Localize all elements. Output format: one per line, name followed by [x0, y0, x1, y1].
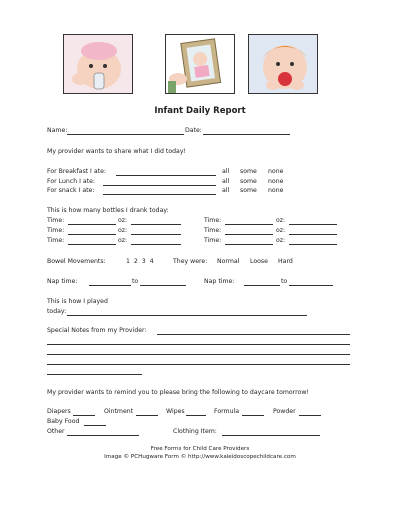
notes-line[interactable] — [47, 364, 350, 365]
bottle-time-label: Time: — [204, 237, 222, 244]
lunch-label: For Lunch I ate: — [47, 178, 96, 185]
ointment-label: Ointment — [104, 408, 134, 415]
bottle-oz-label: oz: — [118, 227, 128, 234]
footer-line1: Free Forms for Child Care Providers — [150, 446, 250, 452]
lunch-some[interactable]: some — [240, 178, 257, 185]
breakfast-some[interactable]: some — [240, 168, 257, 175]
nap-start-field[interactable] — [244, 285, 280, 286]
formula-label: Formula — [214, 408, 240, 415]
breakfast-none[interactable]: none — [268, 168, 284, 175]
breakfast-label: For Breakfast I ate: — [47, 168, 106, 175]
diapers-field[interactable] — [73, 415, 95, 416]
date-field[interactable] — [203, 134, 290, 135]
clothing-field[interactable] — [222, 435, 320, 436]
played-text: This is how I played — [47, 298, 108, 305]
bottle-oz-label: oz: — [276, 217, 286, 224]
baby-eating-image — [248, 34, 318, 94]
powder-field[interactable] — [299, 415, 321, 416]
nap-label: Nap time: — [204, 278, 235, 285]
bottle-time-field[interactable] — [68, 244, 116, 245]
nap-end-field[interactable] — [140, 285, 186, 286]
bottle-oz-label: oz: — [118, 217, 128, 224]
snack-label: For snack I ate: — [47, 187, 95, 194]
nap-to-label: to — [281, 278, 288, 285]
nap-start-field[interactable] — [89, 285, 131, 286]
baby-bottle-image — [63, 34, 133, 94]
bottle-oz-label: oz: — [276, 237, 286, 244]
bottle-oz-field[interactable] — [131, 224, 181, 225]
played-field[interactable] — [67, 315, 307, 316]
snack-none[interactable]: none — [268, 187, 284, 194]
diapers-label: Diapers — [47, 408, 71, 415]
bottles-text: This is how many bottles I drank today: — [47, 207, 169, 214]
breakfast-all[interactable]: all — [222, 168, 230, 175]
bottle-oz-field[interactable] — [289, 244, 337, 245]
bottle-time-field[interactable] — [225, 244, 273, 245]
snack-some[interactable]: some — [240, 187, 257, 194]
ointment-field[interactable] — [136, 415, 158, 416]
bottle-time-field[interactable] — [225, 234, 273, 235]
wipes-field[interactable] — [186, 415, 206, 416]
bowel-normal[interactable]: Normal — [217, 258, 240, 265]
remind-text: My provider wants to remind you to please bring the following to daycare tomorrow! — [47, 389, 309, 396]
bottle-time-field[interactable] — [225, 224, 273, 225]
bottle-time-label: Time: — [47, 217, 65, 224]
page-title: Infant Daily Report — [154, 106, 246, 116]
wipes-label: Wipes — [166, 408, 185, 415]
nap-end-field[interactable] — [289, 285, 333, 286]
share-text: My provider wants to share what I did today! — [47, 148, 186, 155]
notes-field[interactable] — [157, 334, 350, 335]
date-label: Date: — [185, 127, 202, 134]
bowel-numbers[interactable]: 1 2 3 4 — [126, 258, 154, 265]
snack-field[interactable] — [103, 194, 216, 195]
bottle-time-label: Time: — [47, 237, 65, 244]
bowel-hard[interactable]: Hard — [278, 258, 293, 265]
notes-label: Special Notes from my Provider: — [47, 327, 147, 334]
baby-food-field[interactable] — [84, 425, 106, 426]
notes-line[interactable] — [47, 374, 142, 375]
nap-to-label: to — [132, 278, 139, 285]
they-were-label: They were: — [173, 258, 208, 265]
bottle-time-field[interactable] — [68, 234, 116, 235]
bottle-oz-label: oz: — [276, 227, 286, 234]
bowel-label: Bowel Movements: — [47, 258, 106, 265]
bottle-oz-field[interactable] — [131, 244, 181, 245]
footer-line2: Image © PCHugware Form © http://www.kaleidoscopechildcare.com — [104, 454, 296, 460]
other-field[interactable] — [67, 435, 139, 436]
bottle-oz-label: oz: — [118, 237, 128, 244]
snack-all[interactable]: all — [222, 187, 230, 194]
bottle-oz-field[interactable] — [289, 234, 337, 235]
baby-food-label: Baby Food — [47, 418, 80, 425]
lunch-all[interactable]: all — [222, 178, 230, 185]
baby-photo-frame-image — [165, 34, 235, 94]
name-label: Name: — [47, 127, 68, 134]
formula-field[interactable] — [242, 415, 264, 416]
bottle-time-field[interactable] — [68, 224, 116, 225]
bowel-loose[interactable]: Loose — [250, 258, 268, 265]
bottle-oz-field[interactable] — [131, 234, 181, 235]
bottle-oz-field[interactable] — [289, 224, 337, 225]
bottle-time-label: Time: — [204, 217, 222, 224]
bottle-time-label: Time: — [47, 227, 65, 234]
powder-label: Powder — [273, 408, 296, 415]
notes-line[interactable] — [47, 344, 350, 345]
lunch-none[interactable]: none — [268, 178, 284, 185]
other-label: Other — [47, 428, 65, 435]
bottle-time-label: Time: — [204, 227, 222, 234]
clothing-label: Clothing Item: — [173, 428, 217, 435]
name-field[interactable] — [67, 134, 184, 135]
notes-line[interactable] — [47, 354, 350, 355]
nap-label: Nap time: — [47, 278, 78, 285]
breakfast-field[interactable] — [116, 175, 216, 176]
lunch-field[interactable] — [103, 185, 216, 186]
today-label: today: — [47, 308, 67, 315]
